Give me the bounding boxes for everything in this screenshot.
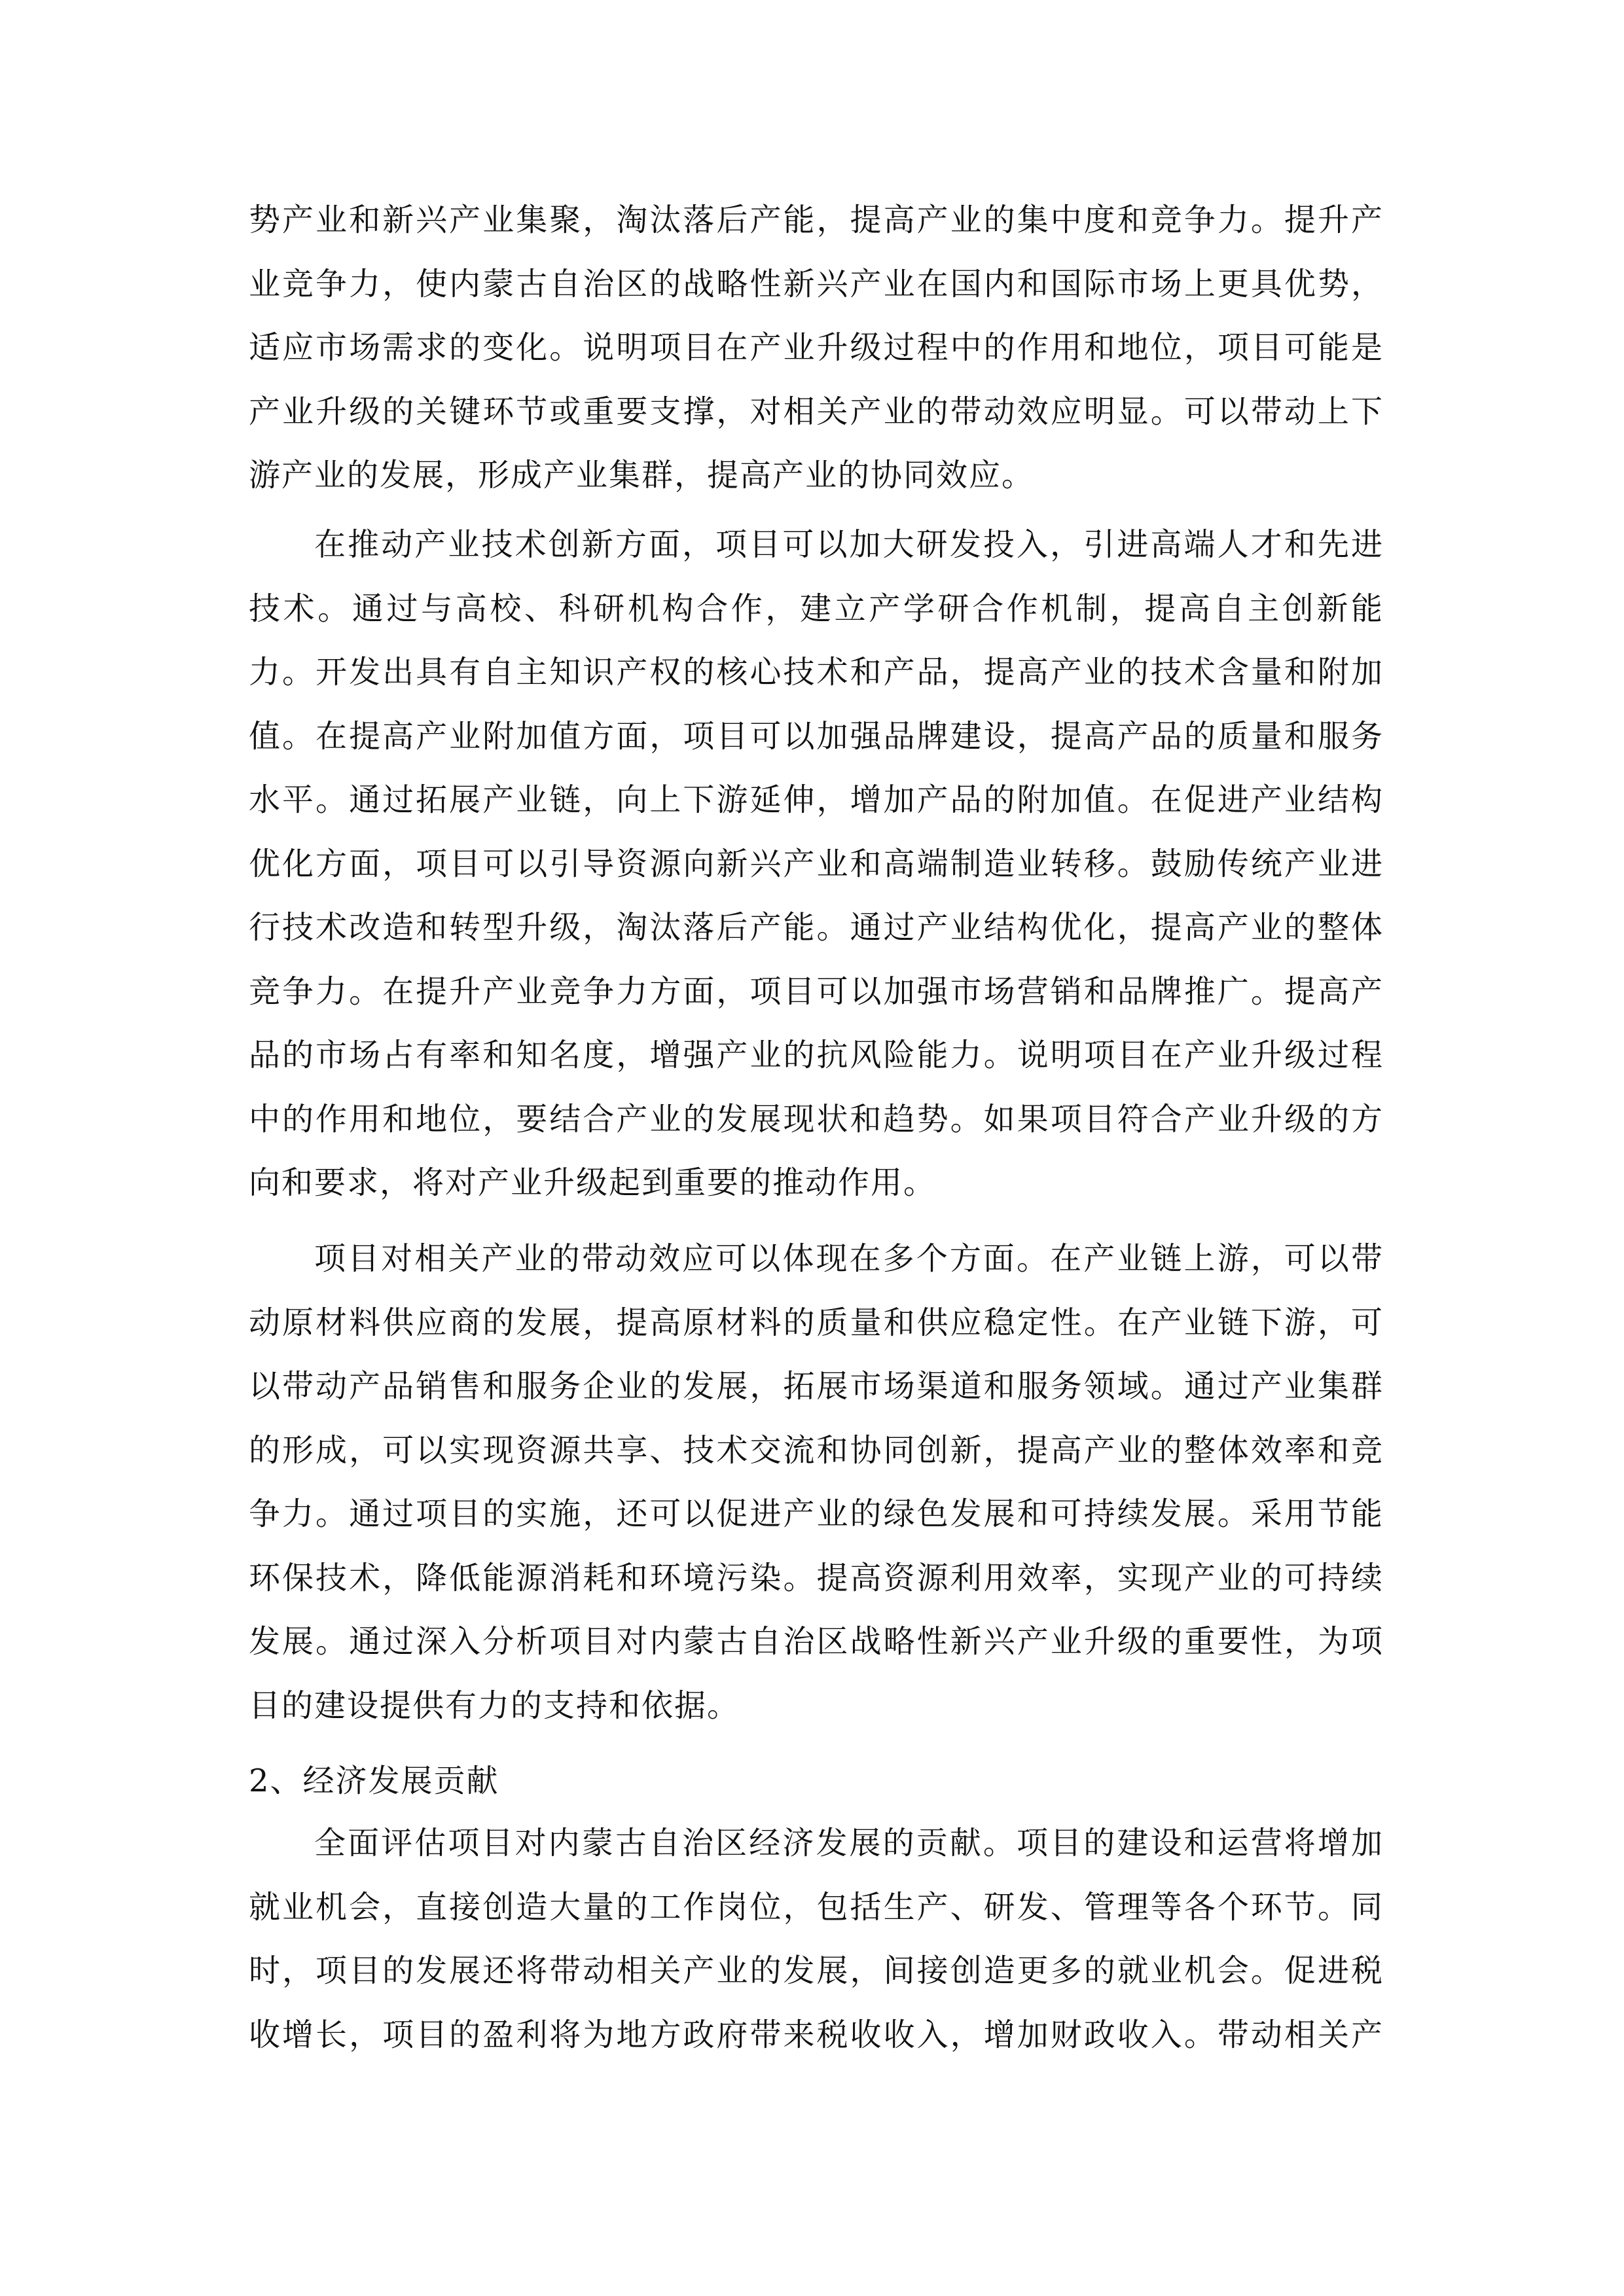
text-line: 适应市场需求的变化。说明项目在产业升级过程中的作用和地位，项目可能是 [249,329,1384,366]
text-line: 中的作用和地位，要结合产业的发展现状和趋势。如果项目符合产业升级的方 [249,1100,1384,1138]
text-line: 发展。通过深入分析项目对内蒙古自治区战略性新兴产业升级的重要性，为项 [249,1623,1384,1660]
text-line: 收增长，项目的盈利将为地方政府带来税收收入，增加财政收入。带动相关产 [249,2016,1384,2053]
text-line: 以带动产品销售和服务企业的发展，拓展市场渠道和服务领域。通过产业集群 [249,1368,1384,1405]
paragraph-driving-effect [249,1227,1384,1738]
text-line: 的形成，可以实现资源共享、技术交流和协同创新，提高产业的整体效率和竞 [249,1431,1384,1469]
text-line: 目的建设提供有力的支持和依据。 [249,1687,740,1724]
text-line: 势产业和新兴产业集聚，淘汰落后产能，提高产业的集中度和竞争力。提升产 [249,202,1384,238]
text-line: 品的市场占有率和知名度，增强产业的抗风险能力。说明项目在产业升级过程 [249,1037,1384,1073]
text-line: 竞争力。在提升产业竞争力方面，项目可以加强市场营销和品牌推广。提高产 [249,973,1384,1010]
text-line: 业竞争力，使内蒙古自治区的战略性新兴产业在国内和国际市场上更具优势， [249,265,1384,302]
text-line: 动原材料供应商的发展，提高原材料的质量和供应稳定性。在产业链下游，可 [249,1304,1384,1341]
text-line: 行技术改造和转型升级，淘汰落后产能。通过产业结构优化，提高产业的整体 [249,909,1384,946]
text-line: 项目对相关产业的带动效应可以体现在多个方面。在产业链上游，可以带 [314,1240,1384,1277]
text-line: 就业机会，直接创造大量的工作岗位，包括生产、研发、管理等各个环节。同 [249,1888,1384,1926]
text-line: 优化方面，项目可以引导资源向新兴产业和高端制造业转移。鼓励传统产业进 [249,845,1384,882]
paragraph-technology-innovation [249,513,1384,1215]
text-line: 水平。通过拓展产业链，向上下游延伸，增加产品的附加值。在促进产业结构 [249,781,1384,818]
text-line: 争力。通过项目的实施，还可以促进产业的绿色发展和可持续发展。采用节能 [249,1496,1384,1532]
text-line: 游产业的发展，形成产业集群，提高产业的协同效应。 [249,457,1035,493]
section-heading [249,1749,1384,1814]
section-heading-text: 2、经济发展贡献 [249,1763,499,1799]
text-line: 值。在提高产业附加值方面，项目可以加强品牌建设，提高产品的质量和服务 [249,717,1384,755]
text-line: 力。开发出具有自主知识产权的核心技术和产品，提高产业的技术含量和附加 [249,654,1384,691]
text-line: 在推动产业技术创新方面，项目可以加大研发投入，引进高端人才和先进 [314,526,1384,563]
text-line: 环保技术，降低能源消耗和环境污染。提高资源利用效率，实现产业的可持续 [249,1559,1384,1596]
text-line: 产业升级的关键环节或重要支撑，对相关产业的带动效应明显。可以带动上下 [249,393,1384,430]
text-line: 技术。通过与高校、科研机构合作，建立产学研合作机制，提高自主创新能 [249,590,1384,627]
text-line: 时，项目的发展还将带动相关产业的发展，间接创造更多的就业机会。促进税 [249,1952,1384,1989]
paragraph-industry-upgrade-continued [249,188,1384,508]
text-line: 向和要求，将对产业升级起到重要的推动作用。 [249,1164,937,1201]
text-line: 全面评估项目对内蒙古自治区经济发展的贡献。项目的建设和运营将增加 [314,1825,1384,1861]
paragraph-economic-contribution [249,1812,1384,2067]
